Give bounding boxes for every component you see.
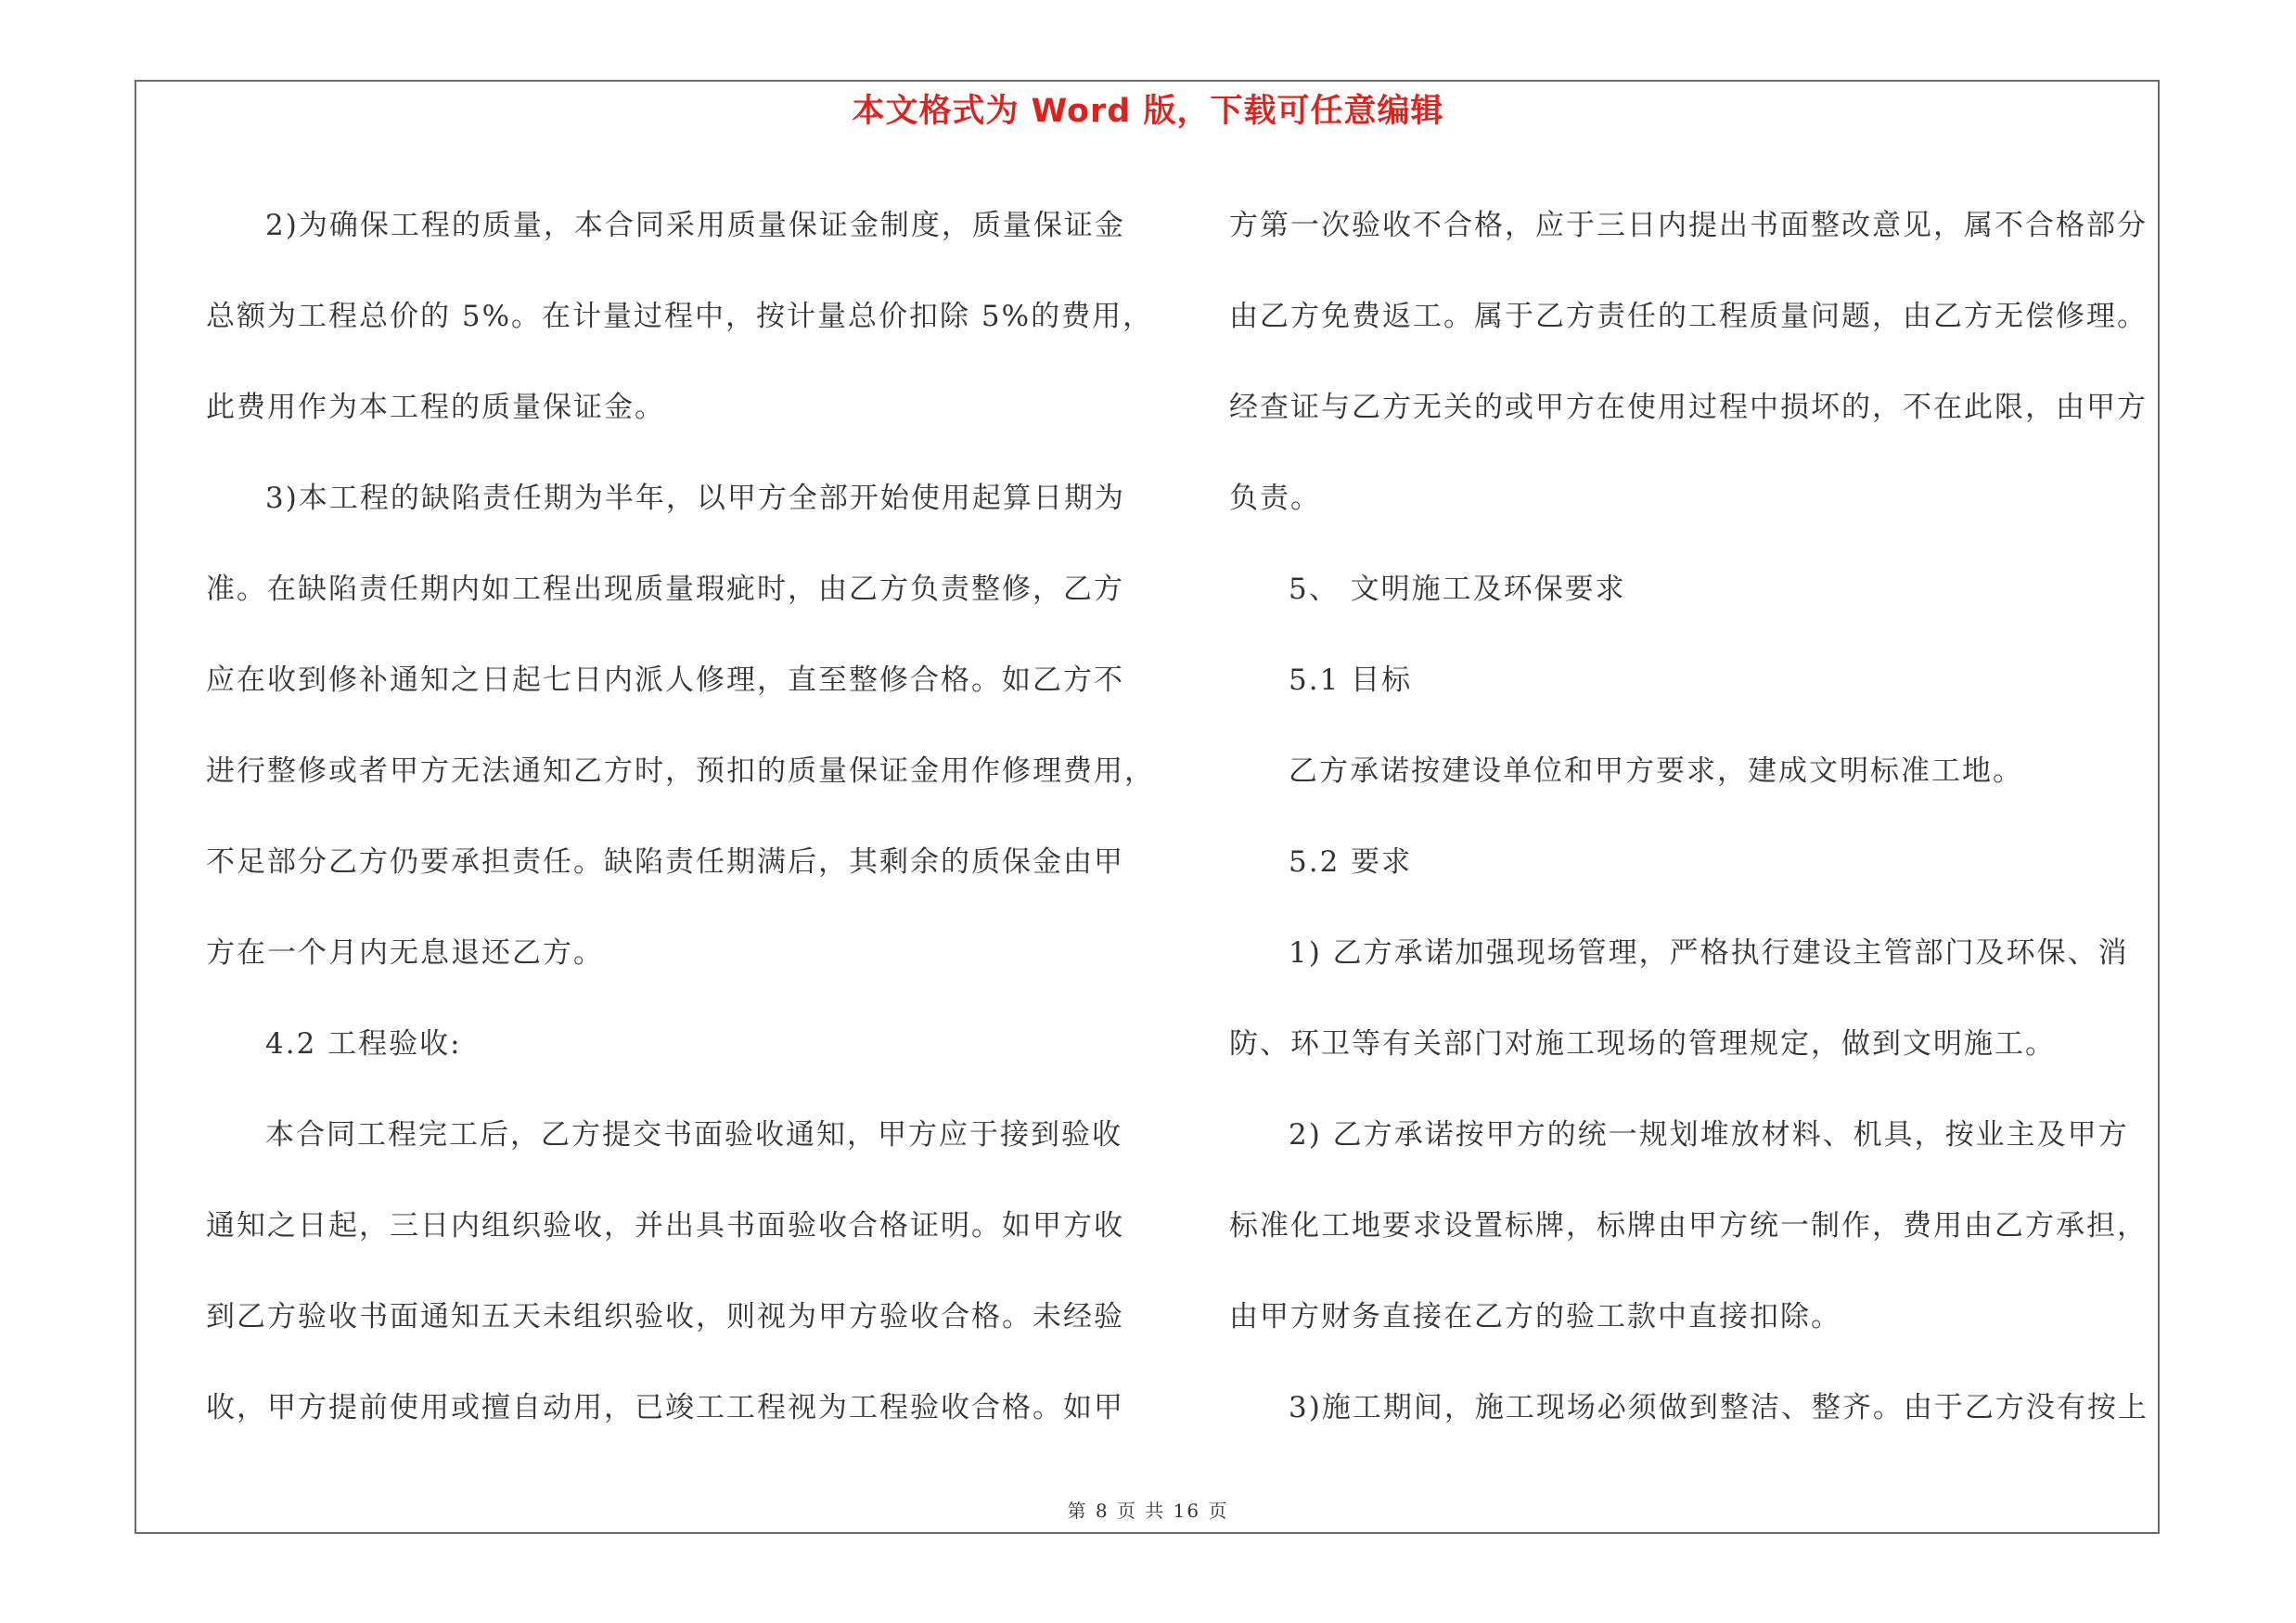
text-line: 总额为工程总价的 5%。在计量过程中，按计量总价扣除 5%的费用， — [206, 300, 1154, 333]
text-line: 防、环卫等有关部门对施工现场的管理规定，做到文明施工。 — [1229, 1027, 2056, 1061]
text-line: 5、 文明施工及环保要求 — [1289, 573, 1626, 606]
text-line: 5.1 目标 — [1289, 663, 1413, 697]
text-line: 经查证与乙方无关的或甲方在使用过程中损坏的，不在此限，由甲方 — [1229, 391, 2148, 424]
text-line: 进行整修或者甲方无法通知乙方时，预扣的质量保证金用作修理费用， — [206, 754, 1155, 788]
text-line: 乙方承诺按建设单位和甲方要求，建成文明标准工地。 — [1289, 754, 2023, 788]
text-line: 不足部分乙方仍要承担责任。缺陷责任期满后，其剩余的质保金由甲 — [206, 845, 1124, 879]
text-line: 3)施工期间，施工现场必须做到整洁、整齐。由于乙方没有按上 — [1289, 1391, 2148, 1424]
text-line: 本合同工程完工后，乙方提交书面验收通知，甲方应于接到验收 — [265, 1118, 1122, 1152]
text-line: 5.2 要求 — [1289, 845, 1413, 879]
text-line: 准。在缺陷责任期内如工程出现质量瑕疵时，由乙方负责整修，乙方 — [206, 573, 1124, 606]
right-text-column — [1229, 180, 2175, 1453]
text-line: 2)为确保工程的质量，本合同采用质量保证金制度，质量保证金 — [265, 209, 1125, 242]
text-line: 3)本工程的缺陷责任期为半年，以甲方全部开始使用起算日期为 — [265, 482, 1125, 515]
text-line: 应在收到修补通知之日起七日内派人修理，直至整修合格。如乙方不 — [206, 663, 1124, 697]
text-line: 通知之日起，三日内组织验收，并出具书面验收合格证明。如甲方收 — [206, 1209, 1124, 1243]
left-text-column — [206, 180, 1155, 1453]
text-line: 由甲方财务直接在乙方的验工款中直接扣除。 — [1229, 1300, 1841, 1333]
text-line: 此费用作为本工程的质量保证金。 — [206, 391, 665, 424]
text-line: 方第一次验收不合格，应于三日内提出书面整改意见，属不合格部分 — [1229, 209, 2148, 242]
text-line: 2) 乙方承诺按甲方的统一规划堆放材料、机具，按业主及甲方 — [1289, 1118, 2129, 1152]
text-line: 由乙方免费返工。属于乙方责任的工程质量问题，由乙方无偿修理。 — [1229, 300, 2148, 333]
watermark-banner: 本文格式为 Word 版，下载可任意编辑 — [852, 93, 1444, 130]
text-line: 4.2 工程验收: — [265, 1027, 462, 1061]
text-line: 收，甲方提前使用或擅自动用，已竣工工程视为工程验收合格。如甲 — [206, 1391, 1124, 1424]
text-line: 方在一个月内无息退还乙方。 — [206, 936, 604, 970]
text-line: 1) 乙方承诺加强现场管理，严格执行建设主管部门及环保、消 — [1289, 936, 2129, 970]
text-line: 负责。 — [1229, 482, 1321, 515]
text-line: 标准化工地要求设置标牌，标牌由甲方统一制作，费用由乙方承担， — [1229, 1209, 2148, 1243]
page-number-footer: 第 8 页 共 16 页 — [1067, 1500, 1229, 1522]
text-line: 到乙方验收书面通知五天未组织验收，则视为甲方验收合格。未经验 — [206, 1300, 1124, 1333]
